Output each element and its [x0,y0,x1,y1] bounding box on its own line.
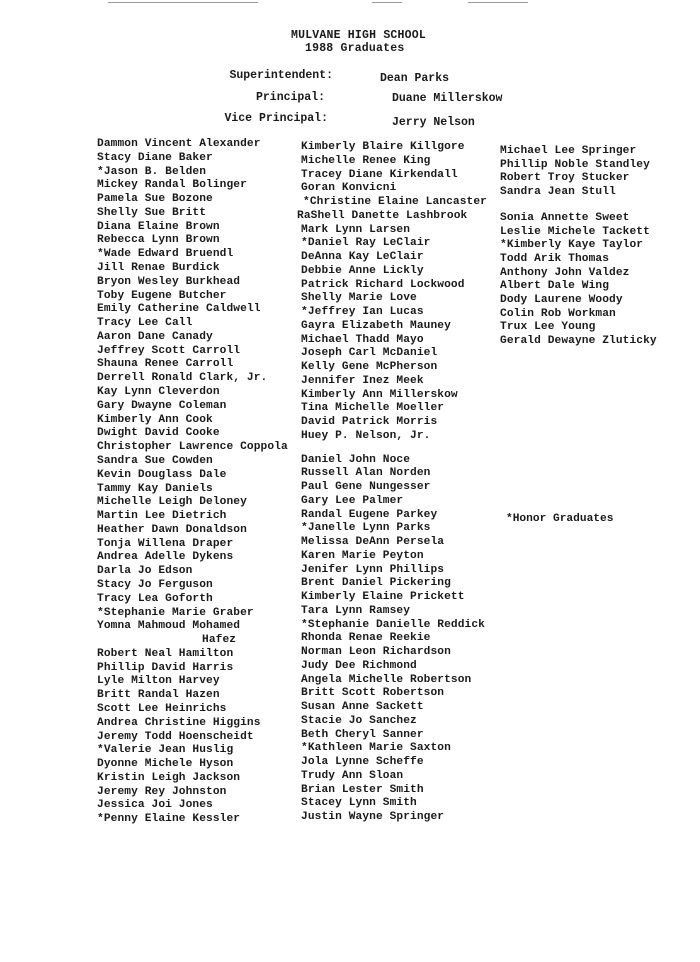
scan-edge-line [468,2,528,3]
graduate-name: Anthony John Valdez [500,266,630,279]
graduate-name: Andrea Adelle Dykens [97,551,234,564]
graduate-name: Andrea Christine Higgins [97,716,261,729]
graduate-name: Brent Daniel Pickering [301,577,451,590]
graduate-name: Todd Arik Thomas [500,252,610,265]
graduate-name: Lyle Milton Harvey [97,675,220,688]
graduate-name: Rebecca Lynn Brown [97,234,220,247]
scan-edge-line [108,2,258,3]
graduate-name: Huey P. Nelson, Jr. [301,429,431,442]
graduate-name: Britt Randal Hazen [97,689,220,702]
graduate-name: Michelle Leigh Deloney [97,496,247,509]
graduate-name: Hafez [202,634,237,647]
graduate-name: Kristin Leigh Jackson [97,771,241,784]
graduate-name: Sandra Sue Cowden [97,454,213,467]
graduate-name: *Christine Elaine Lancaster [303,196,487,208]
graduate-name: Gary Dwayne Coleman [97,399,227,412]
graduate-name: Robert Troy Stucker [500,172,630,185]
graduate-name: Stacey Lynn Smith [301,797,417,810]
graduate-name: *Daniel Ray LeClair [301,237,431,250]
graduate-name: Joseph Carl McDaniel [301,347,438,360]
graduate-name: *Wade Edward Bruendl [97,248,234,261]
graduate-name: Shauna Renee Carroll [97,358,234,371]
graduate-name: Karen Marie Peyton [301,549,424,562]
graduate-name: Trux Lee Young [500,321,596,334]
graduate-name: Phillip Noble Standley [500,158,650,171]
graduate-name: Toby Eugene Butcher [97,289,227,302]
graduate-name: Martin Lee Dietrich [97,510,227,523]
graduate-name: Daniel John Noce [301,453,411,466]
graduate-name: Aaron Dane Canady [97,330,213,343]
graduate-name: Shelly Marie Love [301,292,417,305]
graduate-name: *Stephanie Danielle Reddick [301,618,485,631]
graduate-name: Pamela Sue Bozone [97,193,213,206]
graduate-name: Britt Scott Robertson [301,687,445,700]
graduate-name: Jessica Joi Jones [97,799,213,812]
vice-principal-label: Vice Principal: [224,112,328,125]
graduate-name: Dwight David Cooke [97,427,220,440]
graduate-name: Tammy Kay Daniels [97,482,213,495]
graduate-name: Dammon Vincent Alexander [97,138,261,150]
year-subtitle: 1988 Graduates [305,42,405,55]
graduate-name: Tina Michelle Moeller [301,402,445,415]
graduate-name: Michael Thadd Mayo [301,333,424,346]
graduate-name: Paul Gene Nungesser [301,481,431,493]
graduate-name: Jill Renae Burdick [97,262,220,275]
principal-name: Duane Millerskow [392,92,503,105]
graduate-name: Kevin Douglass Dale [97,468,227,481]
graduate-name: Leslie Michele Tackett [500,225,650,238]
graduate-name: Jenifer Lynn Phillips [301,563,445,576]
graduate-name: Stacy Jo Ferguson [97,578,213,591]
principal-label: Principal: [255,91,325,104]
graduate-name: Michelle Renee King [301,154,431,167]
graduate-name: Diana Elaine Brown [97,220,220,233]
graduate-name: Stacy Diane Baker [97,151,213,164]
graduate-name: Kelly Gene McPherson [301,361,438,373]
graduate-name: Beth Cheryl Sanner [301,728,424,741]
graduate-name: *Stephanie Marie Graber [97,606,254,619]
graduate-name: Patrick Richard Lockwood [301,278,465,291]
graduate-name: Kimberly Blaire Killgore [301,141,465,153]
graduate-name: Randal Eugene Parkey [301,508,438,521]
graduate-name: Kay Lynn Cleverdon [97,386,220,399]
graduate-name: Kimberly Ann Cook [97,413,213,426]
graduate-name: DeAnna Kay LeClair [301,251,424,263]
graduate-name: Norman Leon Richardson [301,646,451,658]
graduate-name: Brian Lester Smith [301,783,424,796]
graduate-name: David Patrick Morris [301,416,438,428]
graduate-name: Stacie Jo Sanchez [301,714,417,727]
graduate-name: Angela Michelle Robertson [301,673,472,686]
graduate-name: Trudy Ann Sloan [301,769,404,782]
graduate-name: Tonja Willena Draper [97,537,234,550]
graduate-name: Phillip David Harris [97,661,234,674]
graduate-name: Shelly Sue Britt [97,206,207,219]
graduate-name: Emily Catherine Caldwell [97,303,261,316]
graduate-name: Jeremy Rey Johnston [97,785,227,798]
graduate-name: RaShell Danette Lashbrook [297,209,468,222]
graduate-name: Scott Lee Heinrichs [97,702,227,715]
vice-principal-name: Jerry Nelson [392,116,475,129]
graduate-name: Darla Jo Edson [97,565,193,578]
school-title: MULVANE HIGH SCHOOL [291,29,426,42]
honor-graduates-note: *Honor Graduates [506,513,614,525]
graduate-name: Dody Laurene Woody [500,294,623,306]
graduate-name: Susan Anne Sackett [301,701,424,713]
graduate-name: Judy Dee Richmond [301,659,417,672]
graduate-name: Mickey Randal Bolinger [97,179,247,192]
graduate-name: Jola Lynne Scheffe [301,756,424,768]
graduate-name: Robert Neal Hamilton [97,647,234,660]
graduate-name: *Penny Elaine Kessler [97,813,241,826]
graduate-name: Gerald Dewayne Zluticky [500,335,657,348]
graduate-name: Debbie Anne Lickly [301,264,424,277]
graduate-name: *Kimberly Kaye Taylor [500,239,644,252]
graduate-name: Kimberly Elaine Prickett [301,591,465,603]
scan-edge-line [372,2,402,3]
graduate-name: *Jason B. Belden [97,165,207,178]
graduate-name: Dyonne Michele Hyson [97,758,234,771]
graduate-name: Melissa DeAnn Persela [301,536,445,548]
graduate-name: Tracey Diane Kirkendall [301,168,458,181]
graduate-name: Tracy Lea Goforth [97,592,213,605]
graduate-name: Michael Lee Springer [500,145,637,157]
graduate-name: Jeffrey Scott Carroll [97,344,241,357]
graduate-name: Goran Konvicni [301,182,397,195]
graduate-name: Kimberly Ann Millerskow [301,388,458,401]
graduate-name: Colin Rob Workman [500,307,616,320]
graduate-name: Gayra Elizabeth Mauney [301,319,451,332]
superintendent-label: Superintendent: [229,69,333,82]
graduate-name: Tracy Lee Call [97,317,193,330]
graduate-name: Rhonda Renae Reekie [301,632,431,645]
graduate-name: *Valerie Jean Huslig [97,744,234,757]
graduate-name: Christopher Lawrence Coppola [97,441,288,454]
graduate-name: Heather Dawn Donaldson [97,523,247,536]
graduate-name: Tara Lynn Ramsey [301,604,411,617]
graduate-name: Bryon Wesley Burkhead [97,275,241,288]
graduate-name: Sandra Jean Stull [500,186,616,199]
graduate-name: Jennifer Inez Meek [301,374,424,387]
superintendent-name: Dean Parks [380,72,450,85]
graduate-name: Albert Dale Wing [500,280,610,293]
graduate-name: *Jeffrey Ian Lucas [301,306,424,318]
graduate-name: *Janelle Lynn Parks [301,522,431,535]
graduate-name: Sonia Annette Sweet [500,211,630,224]
graduate-name: Gary Lee Palmer [301,494,404,507]
graduate-name: *Kathleen Marie Saxton [301,742,451,755]
graduate-name: Justin Wayne Springer [301,811,445,823]
graduate-name: Russell Alan Norden [301,467,431,480]
graduate-name: Yomna Mahmoud Mohamed [97,620,241,633]
graduate-name: Mark Lynn Larsen [301,223,411,236]
graduate-name: Derrell Ronald Clark, Jr. [97,372,268,385]
graduate-name: Jeremy Todd Hoenscheidt [97,730,254,743]
